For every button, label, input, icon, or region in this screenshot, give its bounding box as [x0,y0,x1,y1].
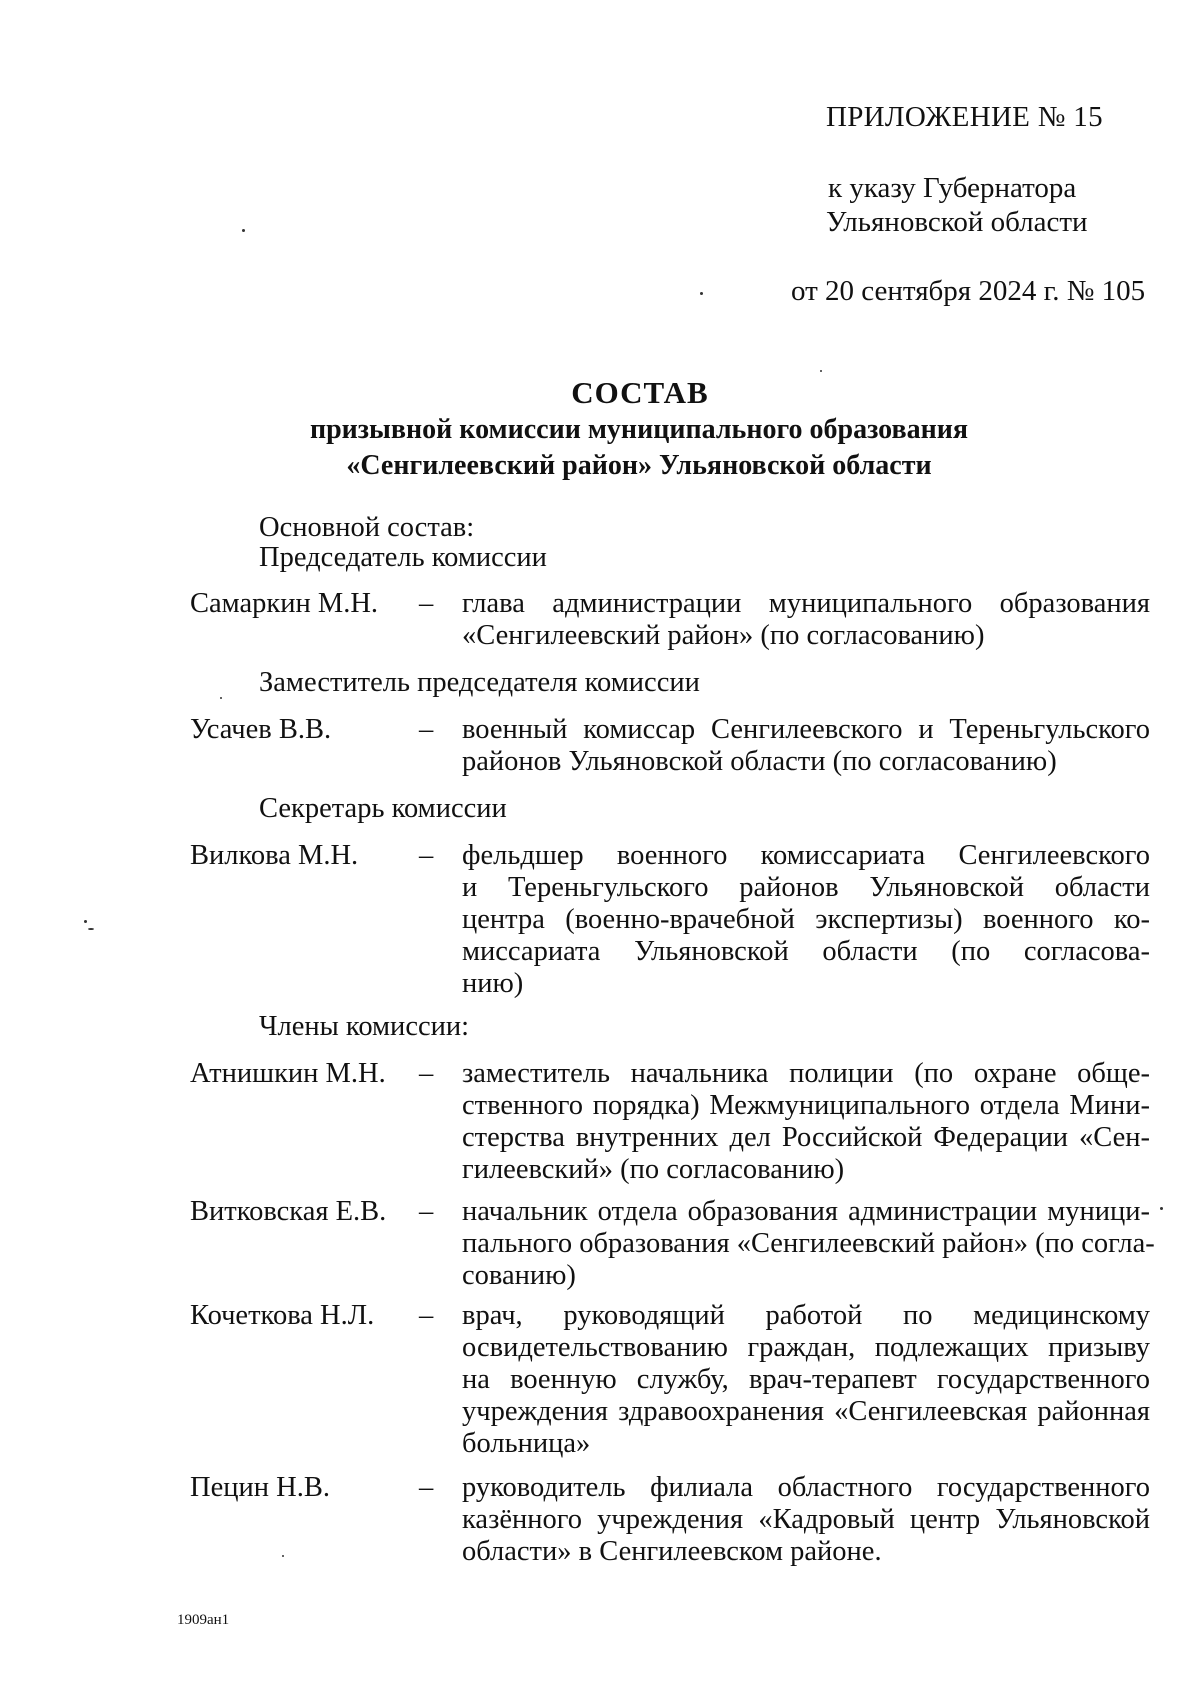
section-chairman: Председатель комиссии [259,542,547,573]
title-subtitle-line: «Сенгилеевский район» Ульяновской области [346,450,932,481]
appendix-number: ПРИЛОЖЕНИЕ № 15 [826,101,1103,133]
title-subtitle-line: призывной комиссии муниципального образования [309,414,969,445]
dash-separator: – [419,840,434,871]
member-name: Атнишкин М.Н. [190,1058,386,1089]
section-main-composition: Основной состав: [259,512,475,543]
decree-reference-line: Ульяновской области [826,206,1088,238]
member-name: Витковская Е.В. [190,1196,387,1227]
member-name: Самаркин М.Н. [190,588,379,619]
document-title [0,374,1200,484]
position-line: центра (военно-врачебной экспертизы) военного ко- [462,904,1150,935]
position-line: и Тереньгульского районов Ульяновской области [462,872,1150,903]
scan-speck [820,370,822,372]
dash-separator: – [419,714,434,745]
member-name: Пецин Н.В. [190,1472,330,1503]
position-line: на военную службу, врач-терапевт государственного [462,1364,1150,1395]
position-line: нию) [462,968,524,999]
scan-speck [700,292,703,295]
position-line: фельдшер военного комиссариата Сенгилеевского [462,840,1150,871]
position-line: стерства внутренних дел Российской Федерации «Сен- [462,1122,1150,1153]
position-line: больница» [462,1428,591,1459]
position-line: районов Ульяновской области (по согласованию) [462,746,1057,777]
position-line: глава администрации муниципального образования [462,588,1150,619]
member-position [462,588,1150,652]
scan-speck [88,928,94,930]
dash-separator: – [419,588,434,619]
position-line: сованию) [462,1260,576,1291]
position-line: пального образования «Сенгилеевский район» (по согла- [462,1228,1155,1259]
position-line: учреждения здравоохранения «Сенгилеевская районная [462,1396,1150,1427]
scan-speck [84,920,87,923]
member-name: Усачев В.В. [190,714,332,745]
section-deputy: Заместитель председателя комиссии [259,667,700,698]
scan-speck [282,1555,284,1557]
member-name: Вилкова М.Н. [190,840,359,871]
scan-speck [220,697,222,699]
position-line: врач, руководящий работой по медицинскому [462,1300,1150,1331]
member-position [462,1196,1155,1292]
section-secretary: Секретарь комиссии [259,793,507,824]
dash-separator: – [419,1472,434,1503]
position-line: освидетельствованию граждан, подлежащих призыву [462,1332,1150,1363]
scan-speck [1160,1207,1163,1210]
member-position [462,714,1150,778]
scan-speck [242,229,245,232]
position-line: казённого учреждения «Кадровый центр Ульяновской [462,1504,1150,1535]
position-line: миссариата Ульяновской области (по согласова- [462,936,1150,967]
decree-date: от 20 сентября 2024 г. № 105 [791,275,1146,307]
member-name: Кочеткова Н.Л. [190,1300,375,1331]
dash-separator: – [419,1196,434,1227]
position-line: заместитель начальника полиции (по охране обще- [462,1058,1150,1089]
position-line: военный комиссар Сенгилеевского и Тереньгульского [462,714,1150,745]
dash-separator: – [419,1058,434,1089]
member-position [462,1300,1150,1460]
title-main: СОСТАВ [571,375,709,410]
member-position [462,1472,1150,1568]
document-code: 1909ан1 [177,1612,230,1628]
dash-separator: – [419,1300,434,1331]
position-line: руководитель филиала областного государственного [462,1472,1150,1503]
member-position [462,1058,1150,1186]
position-line: начальник отдела образования администрации муници- [462,1196,1150,1227]
position-line: области» в Сенгилеевском районе. [462,1536,882,1567]
position-line: ственного порядка) Межмуниципального отдела Мини- [462,1090,1150,1121]
member-position [462,840,1150,1000]
decree-reference [826,171,1126,239]
position-line: «Сенгилеевский район» (по согласованию) [462,620,985,651]
position-line: гилеевский» (по согласованию) [462,1154,845,1185]
decree-reference-line: к указу Губернатора [828,172,1077,204]
section-members: Члены комиссии: [259,1011,470,1042]
